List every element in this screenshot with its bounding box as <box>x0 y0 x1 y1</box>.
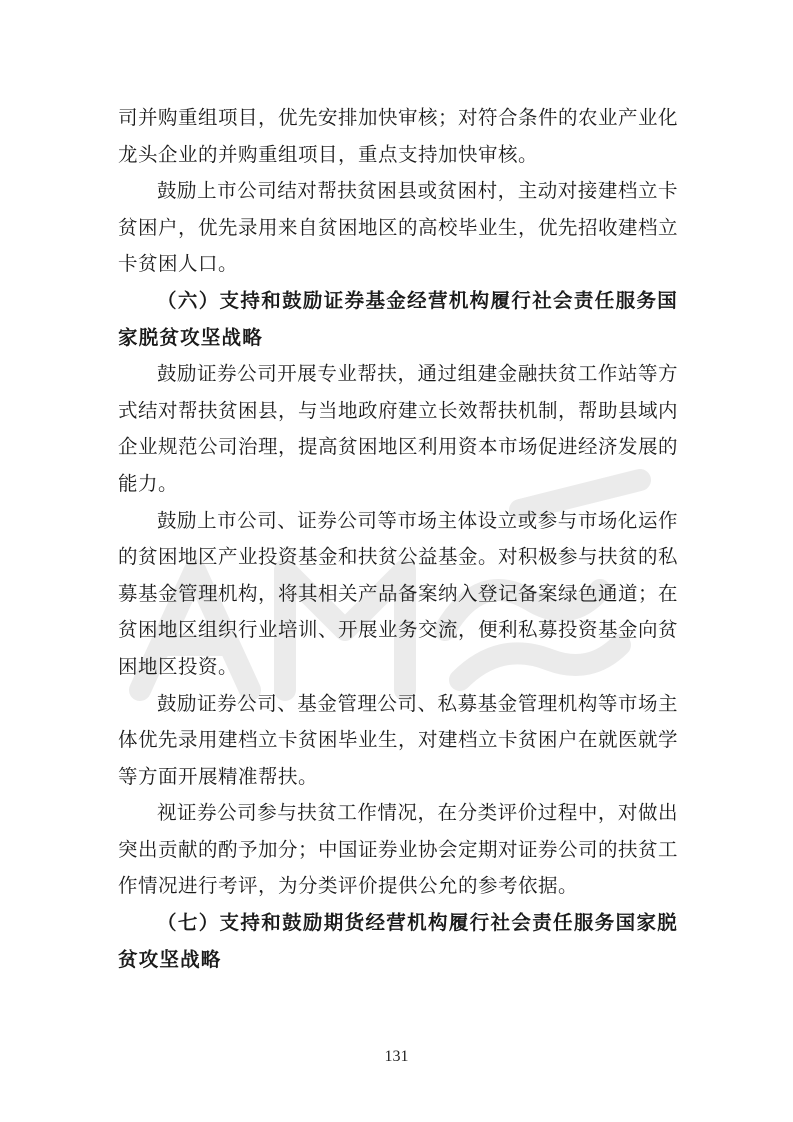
section-heading-6: （六）支持和鼓励证券基金经营机构履行社会责任服务国家脱贫攻坚战略 <box>118 288 678 349</box>
paragraph-securities-assistance: 鼓励证券公司开展专业帮扶，通过组建金融扶贫工作站等方式结对帮扶贫困县，与当地政府建立长效帮扶机制，帮助县域内企业规范公司治理，提高贫困地区利用资本市场促进经济发展的能力。 <box>118 362 679 495</box>
document-body <box>118 100 678 978</box>
section-heading-7: （七）支持和鼓励期货经营机构履行社会责任服务国家脱贫攻坚战略 <box>118 911 678 971</box>
paragraph-listed-company-assistance: 鼓励上市公司结对帮扶贫困县或贫困村，主动对接建档立卡贫困户，优先录用来自贫困地区的高校毕业生，优先招收建档立卡贫困人口。 <box>118 179 679 276</box>
paragraph-evaluation: 视证券公司参与扶贫工作情况，在分类评价过程中，对做出突出贡献的酌予加分；中国证券业协会定期对证券公司的扶贫工作情况进行考评，为分类评价提供公允的参考依据。 <box>118 801 679 898</box>
paragraph-continued: 司并购重组项目，优先安排加快审核；对符合条件的农业产业化龙头企业的并购重组项目，重点支持加快审核。 <box>118 106 679 166</box>
paragraph-investment-funds: 鼓励上市公司、证券公司等市场主体设立或参与市场化运作的贫困地区产业投资基金和扶贫公益基金。对积极参与扶贫的私募基金管理机构，将其相关产品备案纳入登记备案绿色通道；在贫困地区组织行业培训、开展业务交流，便利私募投资基金向贫困地区投资。 <box>118 508 679 678</box>
paragraph-employment: 鼓励证券公司、基金管理公司、私募基金管理机构等市场主体优先录用建档立卡贫困毕业生，对建档立卡贫困户在就医就学等方面开展精准帮扶。 <box>118 691 679 788</box>
page-number: 131 <box>384 1048 409 1065</box>
